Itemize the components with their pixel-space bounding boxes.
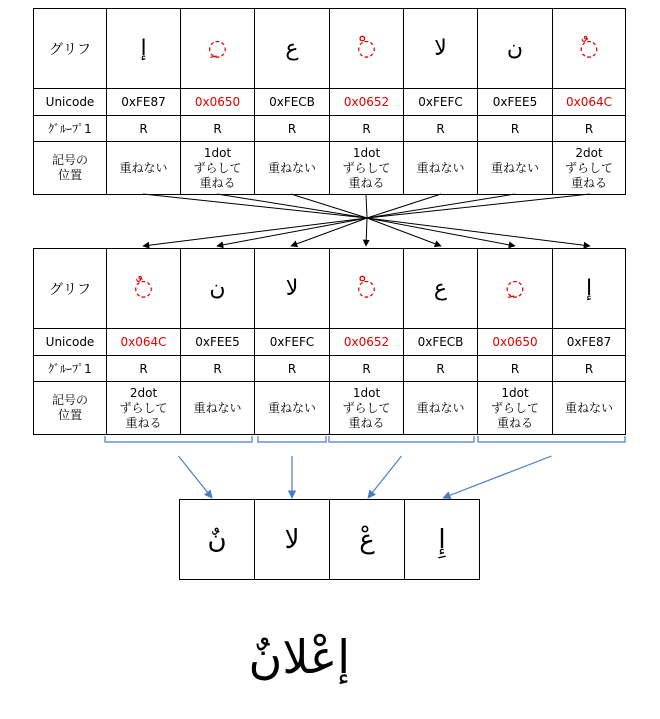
combined-glyph-lam-alef: لا <box>255 500 330 580</box>
group-bracket <box>329 436 474 442</box>
position-cell: 1dot ずらして 重ねる <box>181 142 255 195</box>
group-arrow <box>368 456 402 498</box>
position-cell: 重ねない <box>255 382 330 435</box>
unicode-cell: 0xFEFC <box>255 329 330 356</box>
position-cell: 1dot ずらして 重ねる <box>330 142 404 195</box>
group-arrow <box>179 456 213 498</box>
arrow-source-line <box>217 194 367 218</box>
position-cell: 2dot ずらして 重ねる <box>107 382 181 435</box>
reverse-order-arrows <box>143 194 590 246</box>
arrow-source-line <box>291 194 367 218</box>
position-cell: 重ねない <box>181 382 255 435</box>
row-label-glyph: グリフ <box>34 249 107 329</box>
unicode-cell: 0x0652 <box>330 89 404 116</box>
position-cell: 重ねない <box>404 382 478 435</box>
glyph-cell: ◌ِ <box>181 9 255 89</box>
position-cell: 1dot ずらして 重ねる <box>330 382 404 435</box>
unicode-row <box>34 329 626 356</box>
arrow-source-line <box>366 194 367 218</box>
unicode-cell: 0x064C <box>553 89 626 116</box>
position-cell: 重ねない <box>553 382 626 435</box>
arrow-source-line <box>367 194 515 218</box>
glyph-cell: ◌ٌ <box>553 9 626 89</box>
combined-glyph-ain: عْ <box>330 500 405 580</box>
unicode-cell: 0xFECB <box>404 329 478 356</box>
row-label-position: 記号の 位置 <box>34 142 107 195</box>
glyph-table-reordered <box>33 248 626 435</box>
unicode-row <box>34 89 626 116</box>
position-row <box>34 382 626 435</box>
glyph-cell: ◌ْ <box>330 249 404 329</box>
arrow-target-line <box>366 218 367 246</box>
arrow-target-line <box>367 218 441 246</box>
position-row <box>34 142 626 195</box>
arrow-target-line <box>291 218 367 246</box>
glyph-cell: ◌ٌ <box>107 249 181 329</box>
glyph-cell: لا <box>404 9 478 89</box>
glyph-cell: ن <box>478 9 553 89</box>
group-row <box>34 116 626 142</box>
arrow-target-line <box>143 218 367 246</box>
group-cell: R <box>107 356 181 382</box>
arrow-target-line <box>367 218 590 246</box>
group-cell: R <box>255 356 330 382</box>
unicode-cell: 0x0652 <box>330 329 404 356</box>
group-cell: R <box>330 356 404 382</box>
glyph-cell: ن <box>181 249 255 329</box>
unicode-cell: 0x0650 <box>181 89 255 116</box>
unicode-cell: 0xFEE5 <box>181 329 255 356</box>
group-cell: R <box>181 116 255 142</box>
row-label-group: ｸﾞﾙｰﾌﾟ1 <box>34 356 107 382</box>
glyph-cell: لا <box>255 249 330 329</box>
glyph-row <box>34 9 626 89</box>
row-label-group: ｸﾞﾙｰﾌﾟ1 <box>34 116 107 142</box>
row-label-position: 記号の 位置 <box>34 382 107 435</box>
arrow-target-line <box>217 218 367 246</box>
glyph-cell: ع <box>404 249 478 329</box>
group-cell: R <box>404 356 478 382</box>
position-cell: 1dot ずらして 重ねる <box>478 382 553 435</box>
group-bracket <box>478 436 625 442</box>
final-rendered-word: إعْلانٌ <box>248 630 350 684</box>
combined-glyph-row <box>180 500 480 580</box>
combined-glyph-alef: إِ <box>405 500 480 580</box>
position-cell: 重ねない <box>255 142 330 195</box>
position-cell: 重ねない <box>404 142 478 195</box>
group-cell: R <box>330 116 404 142</box>
unicode-cell: 0xFE87 <box>107 89 181 116</box>
row-label-unicode: Unicode <box>34 89 107 116</box>
glyph-cell: ◌ِ <box>478 249 553 329</box>
combined-glyph-noon: نٌ <box>180 500 255 580</box>
group-cell: R <box>181 356 255 382</box>
glyph-cell: إ <box>107 9 181 89</box>
glyph-table-original <box>33 8 626 195</box>
arrow-source-line <box>143 194 367 218</box>
unicode-cell: 0xFEE5 <box>478 89 553 116</box>
group-cell: R <box>404 116 478 142</box>
position-cell: 重ねない <box>478 142 553 195</box>
unicode-cell: 0x0650 <box>478 329 553 356</box>
arrow-target-line <box>367 218 515 246</box>
group-cell: R <box>553 116 626 142</box>
grouping-brackets <box>105 436 625 498</box>
group-cell: R <box>255 116 330 142</box>
group-cell: R <box>553 356 626 382</box>
position-cell: 重ねない <box>107 142 181 195</box>
arrow-source-line <box>367 194 441 218</box>
arrow-source-line <box>367 194 590 218</box>
group-row <box>34 356 626 382</box>
group-bracket <box>105 436 252 442</box>
group-cell: R <box>478 356 553 382</box>
unicode-cell: 0xFE87 <box>553 329 626 356</box>
unicode-cell: 0x064C <box>107 329 181 356</box>
row-label-glyph: グリフ <box>34 9 107 89</box>
unicode-cell: 0xFEFC <box>404 89 478 116</box>
glyph-row <box>34 249 626 329</box>
group-arrow <box>443 456 552 498</box>
row-label-unicode: Unicode <box>34 329 107 356</box>
group-bracket <box>258 436 326 442</box>
combined-glyph-boxes <box>179 499 480 580</box>
glyph-cell: إ <box>553 249 626 329</box>
position-cell: 2dot ずらして 重ねる <box>553 142 626 195</box>
group-cell: R <box>107 116 181 142</box>
glyph-cell: ◌ْ <box>330 9 404 89</box>
glyph-cell: ع <box>255 9 330 89</box>
unicode-cell: 0xFECB <box>255 89 330 116</box>
group-cell: R <box>478 116 553 142</box>
